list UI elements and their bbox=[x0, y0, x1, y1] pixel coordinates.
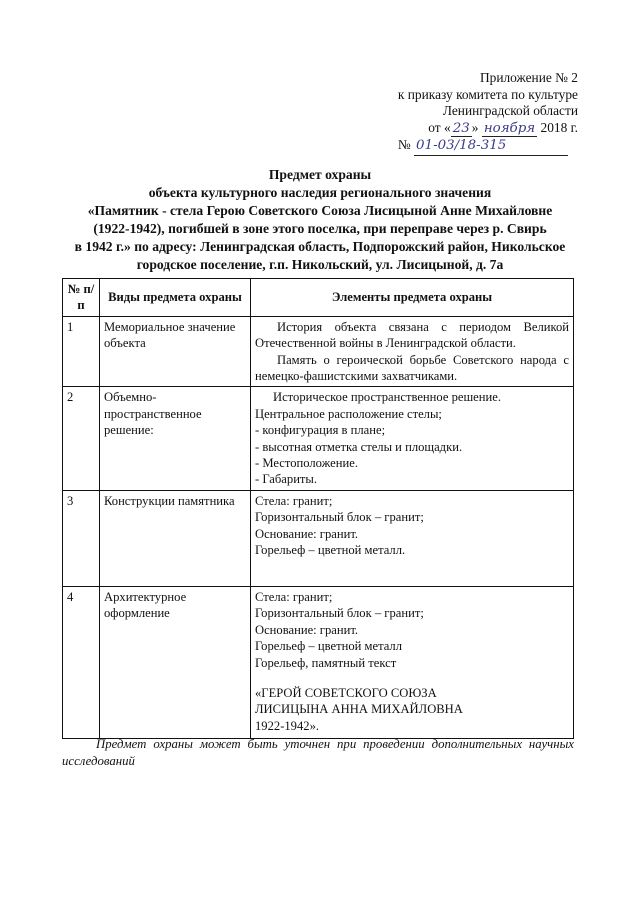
document-title bbox=[40, 166, 600, 274]
order-reference: к приказу комитета по культуре bbox=[397, 86, 578, 102]
inscription-line: «ГЕРОЙ СОВЕТСКОГО СОЮЗА bbox=[255, 685, 437, 700]
element-line: История объекта связана с периодом Великой Отечественной войны в Ленинградской области. bbox=[255, 319, 569, 351]
row-kind: Архитектурное оформление bbox=[100, 586, 251, 738]
inscription-line: 1922-1942». bbox=[255, 718, 320, 733]
row-num: 2 bbox=[63, 387, 100, 490]
element-line: Основание: гранит. bbox=[255, 526, 359, 541]
element-line: - высотная отметка стелы и площадки. bbox=[255, 439, 463, 454]
title-line: городское поселение, г.п. Никольский, ул. Лисицыной, д. 7а bbox=[136, 257, 504, 272]
order-date bbox=[398, 120, 578, 138]
number-prefix: № bbox=[397, 137, 411, 153]
region-name: Ленинградской области bbox=[442, 103, 578, 119]
title-line: объекта культурного наследия регионального значения bbox=[148, 185, 492, 200]
element-line: Центральное расположение стелы; bbox=[255, 406, 442, 421]
date-day-handwritten: 23 bbox=[452, 120, 470, 136]
row-elements bbox=[251, 387, 574, 490]
title-line: «Памятник - стела Герою Советского Союза Лисицыной Анне Михайловне bbox=[87, 203, 553, 218]
date-month-handwritten: ноября bbox=[483, 120, 536, 136]
row-kind: Объемно-пространственное решение: bbox=[100, 387, 251, 490]
element-line: Горельеф – цветной металл bbox=[255, 639, 402, 654]
header-kind: Виды предмета охраны bbox=[100, 279, 251, 317]
element-line: - Габариты. bbox=[255, 472, 318, 487]
title-line: (1922-1942), погибшей в зоне этого поселка, при переправе через р. Свирь bbox=[93, 221, 547, 236]
date-year: 2018 г. bbox=[540, 119, 578, 135]
appendix-title: Приложение № 2 bbox=[479, 70, 578, 85]
element-line: Горельеф – цветной металл. bbox=[255, 543, 406, 558]
element-line: Стела: гранит; bbox=[255, 493, 333, 508]
spacer bbox=[255, 671, 569, 685]
protection-items-table bbox=[62, 278, 574, 739]
row-kind: Мемориальное значение объекта bbox=[100, 316, 251, 387]
row-num: 3 bbox=[63, 490, 100, 586]
element-line: - конфигурация в плане; bbox=[255, 423, 386, 438]
table-row bbox=[63, 490, 574, 586]
order-number-handwritten: 01-03/18-315 bbox=[414, 138, 568, 156]
appendix-block bbox=[398, 70, 578, 156]
title-line: в 1942 г.» по адресу: Ленинградская область, Подпорожский район, Никольское bbox=[74, 239, 566, 254]
title-line: Предмет охраны bbox=[268, 167, 372, 182]
element-line: - Местоположение. bbox=[255, 456, 358, 471]
header-elements: Элементы предмета охраны bbox=[251, 279, 574, 317]
row-num: 4 bbox=[63, 586, 100, 738]
date-prefix: от « bbox=[428, 119, 451, 135]
header-num: № п/п bbox=[63, 279, 100, 317]
inscription-line: ЛИСИЦЫНА АННА МИХАЙЛОВНА bbox=[255, 702, 463, 717]
element-line: Память о героической борьбе Советского народа с немецко-фашистскими захватчиками. bbox=[255, 352, 569, 384]
element-line: Горизонтальный блок – гранит; bbox=[255, 606, 424, 621]
row-num: 1 bbox=[63, 316, 100, 387]
table-row bbox=[63, 316, 574, 387]
table-row bbox=[63, 387, 574, 490]
element-line: Историческое пространственное решение. bbox=[273, 390, 501, 405]
table-row bbox=[63, 586, 574, 738]
row-elements bbox=[251, 490, 574, 586]
element-line: Основание: гранит. bbox=[255, 622, 359, 637]
row-kind: Конструкции памятника bbox=[100, 490, 251, 586]
footnote: Предмет охраны может быть уточнен при проведении дополнительных научных исследований bbox=[62, 737, 574, 768]
element-line: Горизонтальный блок – гранит; bbox=[255, 510, 424, 525]
element-line: Горельеф, памятный текст bbox=[255, 655, 397, 670]
row-elements bbox=[251, 316, 574, 387]
row-elements bbox=[251, 586, 574, 738]
order-number bbox=[398, 137, 578, 156]
element-line: Стела: гранит; bbox=[255, 589, 333, 604]
table-header-row bbox=[63, 279, 574, 317]
date-mid: » bbox=[471, 119, 479, 135]
